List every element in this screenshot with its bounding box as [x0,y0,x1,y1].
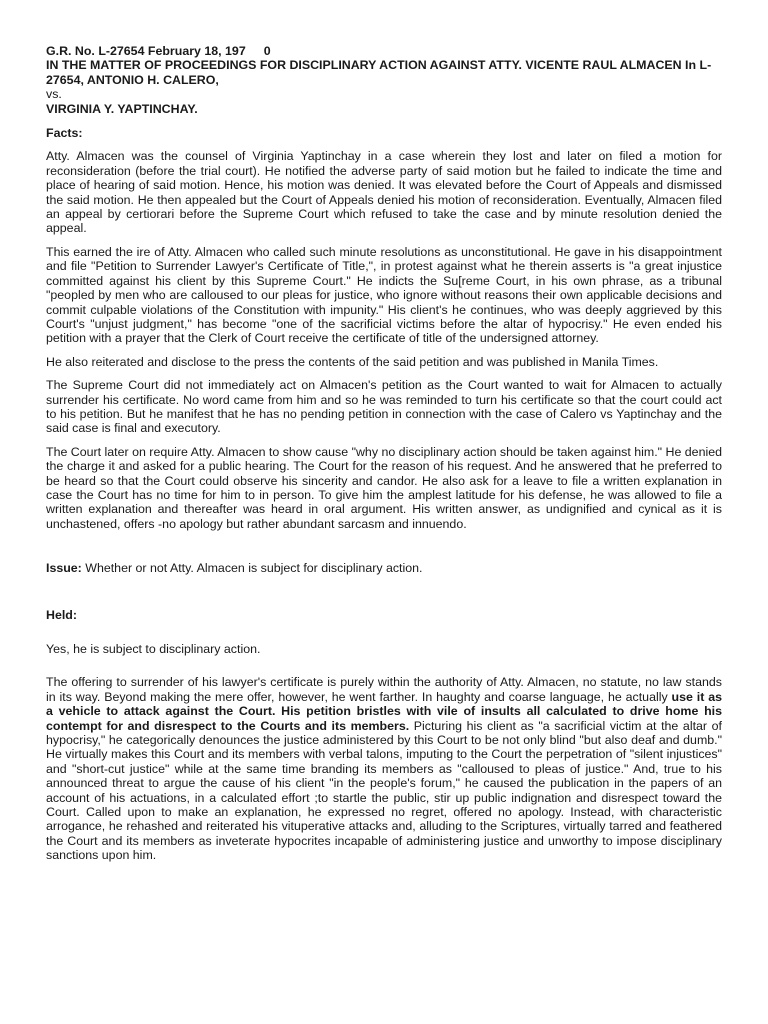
facts-paragraph: He also reiterated and disclose to the press the contents of the said petition and was published in Manila Times. [46,354,659,369]
held-body [46,675,722,862]
case-number-suffix: 0 [263,44,271,58]
facts-section [46,149,722,531]
facts-heading: Facts: [46,126,83,141]
document-page [46,44,722,863]
issue-label: Issue: [46,561,82,576]
case-title: IN THE MATTER OF PROCEEDINGS FOR DISCIPLINARY ACTION AGAINST ATTY. VICENTE RAUL ALMACEN In L-27654, ANTONIO H. CALERO, [46,58,712,87]
facts-paragraph: The Court later on require Atty. Almacen to show cause "why no disciplinary action should be taken against him." He denied the charge it and asked for a public hearing. The Court for the reason of his request. And he answered that he preferred to be heard so that the Court could observe his sincerity and candor. He also ask for a leave to file a written explanation in case the Court has no time for him to in person. To give him the amplest latitude for his defense, he was allowed to file a written explanation and thereafter was heard in oral argument. His written answer, as undignified and cynical as it is unchastened, offers -no apology but rather abundant sarcasm and innuendo. [46,444,722,531]
facts-paragraph: The Supreme Court did not immediately act on Almacen's petition as the Court wanted to wait for Almacen to actually surrender his certificate. No word came from him and so he was reminded to turn his certificate so that the court could act to his petition. But he manifest that he has no pending petition in connection with the case of Calero vs Yaptinchay and the said case is final and executory. [46,378,722,436]
respondent-name: VIRGINIA Y. YAPTINCHAY. [46,101,198,116]
case-header [46,44,722,116]
held-body-text-continued: Picturing his client as "a sacrificial victim at the altar of hypocrisy," he categorically denounces the justice administered by this Court to be not only blind "but also deaf and dumb." He virtually makes this Court and its members with verbal talons, imputing to the Court the perpetration of "silent injustices" and "short-cut justice" while at the same time branding its members as "calloused to pleas of justice." And, true to his announced threat to argue the cause of his client "in the people's forum," he caused the publication in the papers of an account of his actuations, in a calculated effort ;to startle the public, stir up public indignation and disrespect toward the Court. Called upon to make an explanation, he expressed no regret, offered no apology. Instead, with characteristic arrogance, he rehashed and reiterated his vituperative attacks and, alluding to the Scriptures, virtually tarred and feathered the Court and its members as inveterate hypocrites incapable of administering justice and unworthy to impose disciplinary sanctions upon him. [46,718,722,863]
held-answer: Yes, he is subject to disciplinary action. [46,642,261,656]
held-body-emphasis: use it as a vehicle to attack against the Court. His petition bristles with vile of insults all calculated to drive home his contempt for and disrespect to the Courts and its members. [46,689,722,733]
case-number: G.R. No. L-27654 February 18, 197 [46,44,246,58]
versus-label: vs. [46,87,62,102]
issue-section [46,561,722,575]
facts-paragraph: Atty. Almacen was the counsel of Virginia Yaptinchay in a case wherein they lost and later on filed a motion for reconsideration (before the trial court). He notified the adverse party of said motion but he failed to indicate the time and place of hearing of said motion. Hence, his motion was denied. It was elevated before the Court of Appeals and dismissed the said motion. He then appealed but the Court of Appeals denied his motion of reconsideration. Eventually, Almacen filed an appeal by certiorari before the Supreme Court which refused to take the case and by minute resolution denied the appeal. [46,149,722,236]
facts-paragraph: This earned the ire of Atty. Almacen who called such minute resolutions as unconstitutional. He gave in his disappointment and file "Petition to Surrender Lawyer's Certificate of Title,", in protest against what he therein asserts is "a great injustice committed against his client by this Supreme Court." He indicts the Su[reme Court, in his own phrase, as a tribunal "peopled by men who are calloused to our pleas for justice, who ignore without reasons their own applicable decisions and commit culpable violations of the Constitution with impunity." His client's he continues, who was deeply aggrieved by this Court's "unjust judgment," has become "one of the sacrificial victims before the altar of hypocrisy." He even ended his petition with a prayer that the Clerk of Court receive the certificate of title of the undersigned attorney. [46,244,722,346]
issue-text: Whether or not Atty. Almacen is subject for disciplinary action. [81,561,423,576]
held-body-text: The offering to surrender of his lawyer's certificate is purely within the authority of Atty. Almacen, no statute, no law stands in its way. Beyond making the mere offer, however, he went farther. In haughty and coarse language, he actually [46,675,722,704]
held-heading: Held: [46,607,77,622]
case-number-line [46,44,722,58]
